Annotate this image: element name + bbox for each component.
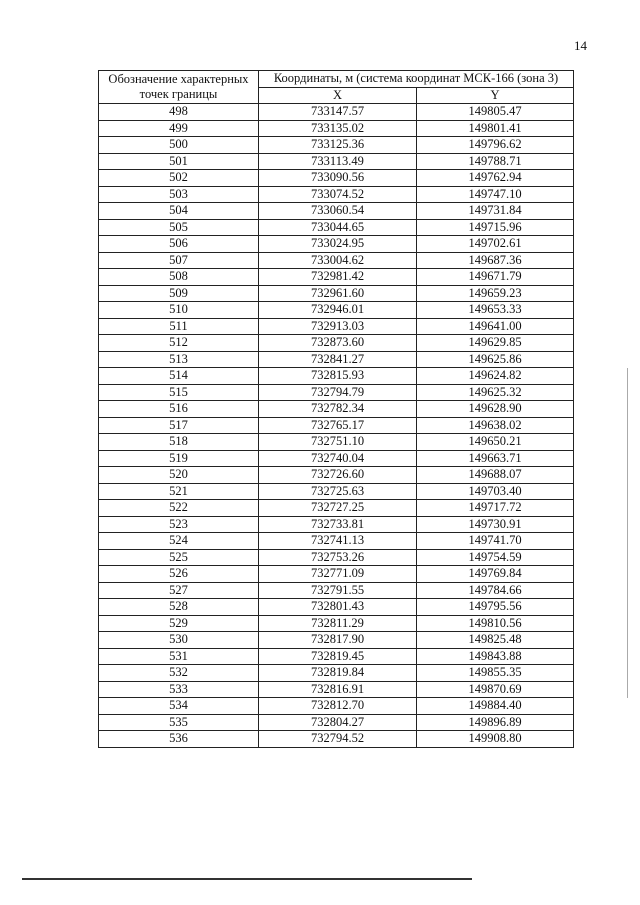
table-row <box>99 252 574 269</box>
x-coordinate-cell: 732981.42 <box>259 269 417 286</box>
y-coordinate-cell: 149801.41 <box>417 120 574 137</box>
x-coordinate-cell: 733113.49 <box>259 153 417 170</box>
x-coordinate-cell: 733090.56 <box>259 170 417 187</box>
point-id-cell: 518 <box>99 434 259 451</box>
x-coordinate-cell: 733074.52 <box>259 186 417 203</box>
point-id-cell: 527 <box>99 582 259 599</box>
x-coordinate-cell: 732741.13 <box>259 533 417 550</box>
point-id-cell: 498 <box>99 104 259 121</box>
table-row <box>99 681 574 698</box>
y-coordinate-cell: 149843.88 <box>417 648 574 665</box>
table-row <box>99 236 574 253</box>
x-coordinate-cell: 732771.09 <box>259 566 417 583</box>
y-coordinate-cell: 149663.71 <box>417 450 574 467</box>
x-coordinate-cell: 733125.36 <box>259 137 417 154</box>
point-id-cell: 520 <box>99 467 259 484</box>
x-coordinate-cell: 732804.27 <box>259 714 417 731</box>
point-id-cell: 523 <box>99 516 259 533</box>
point-id-cell: 501 <box>99 153 259 170</box>
point-id-cell: 534 <box>99 698 259 715</box>
x-coordinate-cell: 732733.81 <box>259 516 417 533</box>
point-id-cell: 503 <box>99 186 259 203</box>
scan-edge-mark <box>627 368 628 698</box>
y-coordinate-cell: 149650.21 <box>417 434 574 451</box>
y-coordinate-cell: 149762.94 <box>417 170 574 187</box>
y-coordinate-cell: 149769.84 <box>417 566 574 583</box>
y-coordinate-cell: 149671.79 <box>417 269 574 286</box>
point-id-cell: 500 <box>99 137 259 154</box>
header-point-label: Обозначение характерных точек границы <box>99 71 259 104</box>
table-row <box>99 533 574 550</box>
point-id-cell: 522 <box>99 500 259 517</box>
y-coordinate-cell: 149625.32 <box>417 384 574 401</box>
page-number: 14 <box>574 38 587 53</box>
x-coordinate-cell: 732725.63 <box>259 483 417 500</box>
table-row <box>99 731 574 748</box>
table-row <box>99 467 574 484</box>
y-coordinate-cell: 149629.85 <box>417 335 574 352</box>
point-id-cell: 508 <box>99 269 259 286</box>
table-row <box>99 269 574 286</box>
x-coordinate-cell: 732794.52 <box>259 731 417 748</box>
x-coordinate-cell: 732794.79 <box>259 384 417 401</box>
table-row <box>99 549 574 566</box>
point-id-cell: 510 <box>99 302 259 319</box>
x-coordinate-cell: 732817.90 <box>259 632 417 649</box>
table-row <box>99 153 574 170</box>
x-coordinate-cell: 733044.65 <box>259 219 417 236</box>
table-row <box>99 351 574 368</box>
header-y: Y <box>417 87 574 104</box>
y-coordinate-cell: 149624.82 <box>417 368 574 385</box>
y-coordinate-cell: 149702.61 <box>417 236 574 253</box>
table-body <box>99 104 574 748</box>
x-coordinate-cell: 732913.03 <box>259 318 417 335</box>
point-id-cell: 526 <box>99 566 259 583</box>
table-row <box>99 401 574 418</box>
x-coordinate-cell: 732765.17 <box>259 417 417 434</box>
point-id-cell: 514 <box>99 368 259 385</box>
y-coordinate-cell: 149703.40 <box>417 483 574 500</box>
x-coordinate-cell: 732816.91 <box>259 681 417 698</box>
table-row <box>99 203 574 220</box>
x-coordinate-cell: 733147.57 <box>259 104 417 121</box>
table-row <box>99 368 574 385</box>
y-coordinate-cell: 149730.91 <box>417 516 574 533</box>
x-coordinate-cell: 732819.45 <box>259 648 417 665</box>
point-id-cell: 509 <box>99 285 259 302</box>
x-coordinate-cell: 733135.02 <box>259 120 417 137</box>
y-coordinate-cell: 149870.69 <box>417 681 574 698</box>
y-coordinate-cell: 149884.40 <box>417 698 574 715</box>
y-coordinate-cell: 149784.66 <box>417 582 574 599</box>
y-coordinate-cell: 149688.07 <box>417 467 574 484</box>
point-id-cell: 532 <box>99 665 259 682</box>
table-row <box>99 714 574 731</box>
x-coordinate-cell: 732782.34 <box>259 401 417 418</box>
table-row <box>99 615 574 632</box>
y-coordinate-cell: 149747.10 <box>417 186 574 203</box>
x-coordinate-cell: 732801.43 <box>259 599 417 616</box>
point-id-cell: 530 <box>99 632 259 649</box>
table-row <box>99 434 574 451</box>
x-coordinate-cell: 732812.70 <box>259 698 417 715</box>
y-coordinate-cell: 149717.72 <box>417 500 574 517</box>
table-row <box>99 104 574 121</box>
point-id-cell: 531 <box>99 648 259 665</box>
y-coordinate-cell: 149825.48 <box>417 632 574 649</box>
table-row <box>99 632 574 649</box>
x-coordinate-cell: 732873.60 <box>259 335 417 352</box>
x-coordinate-cell: 732841.27 <box>259 351 417 368</box>
x-coordinate-cell: 732727.25 <box>259 500 417 517</box>
point-id-cell: 536 <box>99 731 259 748</box>
x-coordinate-cell: 732819.84 <box>259 665 417 682</box>
table-row <box>99 318 574 335</box>
point-id-cell: 505 <box>99 219 259 236</box>
table-row <box>99 302 574 319</box>
y-coordinate-cell: 149715.96 <box>417 219 574 236</box>
table-row <box>99 500 574 517</box>
table-row <box>99 417 574 434</box>
x-coordinate-cell: 732811.29 <box>259 615 417 632</box>
point-id-cell: 524 <box>99 533 259 550</box>
y-coordinate-cell: 149653.33 <box>417 302 574 319</box>
y-coordinate-cell: 149908.80 <box>417 731 574 748</box>
point-id-cell: 511 <box>99 318 259 335</box>
table-row <box>99 516 574 533</box>
table-row <box>99 285 574 302</box>
table-row <box>99 450 574 467</box>
point-id-cell: 533 <box>99 681 259 698</box>
table-row <box>99 170 574 187</box>
x-coordinate-cell: 732946.01 <box>259 302 417 319</box>
y-coordinate-cell: 149731.84 <box>417 203 574 220</box>
y-coordinate-cell: 149628.90 <box>417 401 574 418</box>
y-coordinate-cell: 149855.35 <box>417 665 574 682</box>
table-row <box>99 219 574 236</box>
y-coordinate-cell: 149754.59 <box>417 549 574 566</box>
y-coordinate-cell: 149625.86 <box>417 351 574 368</box>
table-row <box>99 599 574 616</box>
y-coordinate-cell: 149788.71 <box>417 153 574 170</box>
point-id-cell: 502 <box>99 170 259 187</box>
point-id-cell: 513 <box>99 351 259 368</box>
y-coordinate-cell: 149796.62 <box>417 137 574 154</box>
point-id-cell: 521 <box>99 483 259 500</box>
x-coordinate-cell: 733004.62 <box>259 252 417 269</box>
table-row <box>99 384 574 401</box>
x-coordinate-cell: 732726.60 <box>259 467 417 484</box>
point-id-cell: 535 <box>99 714 259 731</box>
y-coordinate-cell: 149687.36 <box>417 252 574 269</box>
x-coordinate-cell: 732751.10 <box>259 434 417 451</box>
point-id-cell: 507 <box>99 252 259 269</box>
point-id-cell: 506 <box>99 236 259 253</box>
x-coordinate-cell: 732791.55 <box>259 582 417 599</box>
table-row <box>99 648 574 665</box>
table-row <box>99 335 574 352</box>
y-coordinate-cell: 149795.56 <box>417 599 574 616</box>
table-row <box>99 566 574 583</box>
y-coordinate-cell: 149641.00 <box>417 318 574 335</box>
point-id-cell: 499 <box>99 120 259 137</box>
header-x: X <box>259 87 417 104</box>
table-row <box>99 137 574 154</box>
x-coordinate-cell: 732740.04 <box>259 450 417 467</box>
x-coordinate-cell: 732961.60 <box>259 285 417 302</box>
x-coordinate-cell: 733060.54 <box>259 203 417 220</box>
x-coordinate-cell: 733024.95 <box>259 236 417 253</box>
header-coordinates: Координаты, м (система координат МСК-166 (зона 3) <box>259 71 574 88</box>
x-coordinate-cell: 732815.93 <box>259 368 417 385</box>
y-coordinate-cell: 149741.70 <box>417 533 574 550</box>
point-id-cell: 515 <box>99 384 259 401</box>
point-id-cell: 517 <box>99 417 259 434</box>
bottom-rule <box>22 878 472 880</box>
point-id-cell: 529 <box>99 615 259 632</box>
table-row <box>99 582 574 599</box>
point-id-cell: 512 <box>99 335 259 352</box>
point-id-cell: 525 <box>99 549 259 566</box>
point-id-cell: 516 <box>99 401 259 418</box>
y-coordinate-cell: 149638.02 <box>417 417 574 434</box>
table-row <box>99 120 574 137</box>
table-row <box>99 186 574 203</box>
point-id-cell: 504 <box>99 203 259 220</box>
x-coordinate-cell: 732753.26 <box>259 549 417 566</box>
point-id-cell: 528 <box>99 599 259 616</box>
y-coordinate-cell: 149810.56 <box>417 615 574 632</box>
y-coordinate-cell: 149805.47 <box>417 104 574 121</box>
y-coordinate-cell: 149659.23 <box>417 285 574 302</box>
table-row <box>99 698 574 715</box>
table-row <box>99 483 574 500</box>
coordinates-table <box>98 70 574 748</box>
table-row <box>99 665 574 682</box>
y-coordinate-cell: 149896.89 <box>417 714 574 731</box>
point-id-cell: 519 <box>99 450 259 467</box>
